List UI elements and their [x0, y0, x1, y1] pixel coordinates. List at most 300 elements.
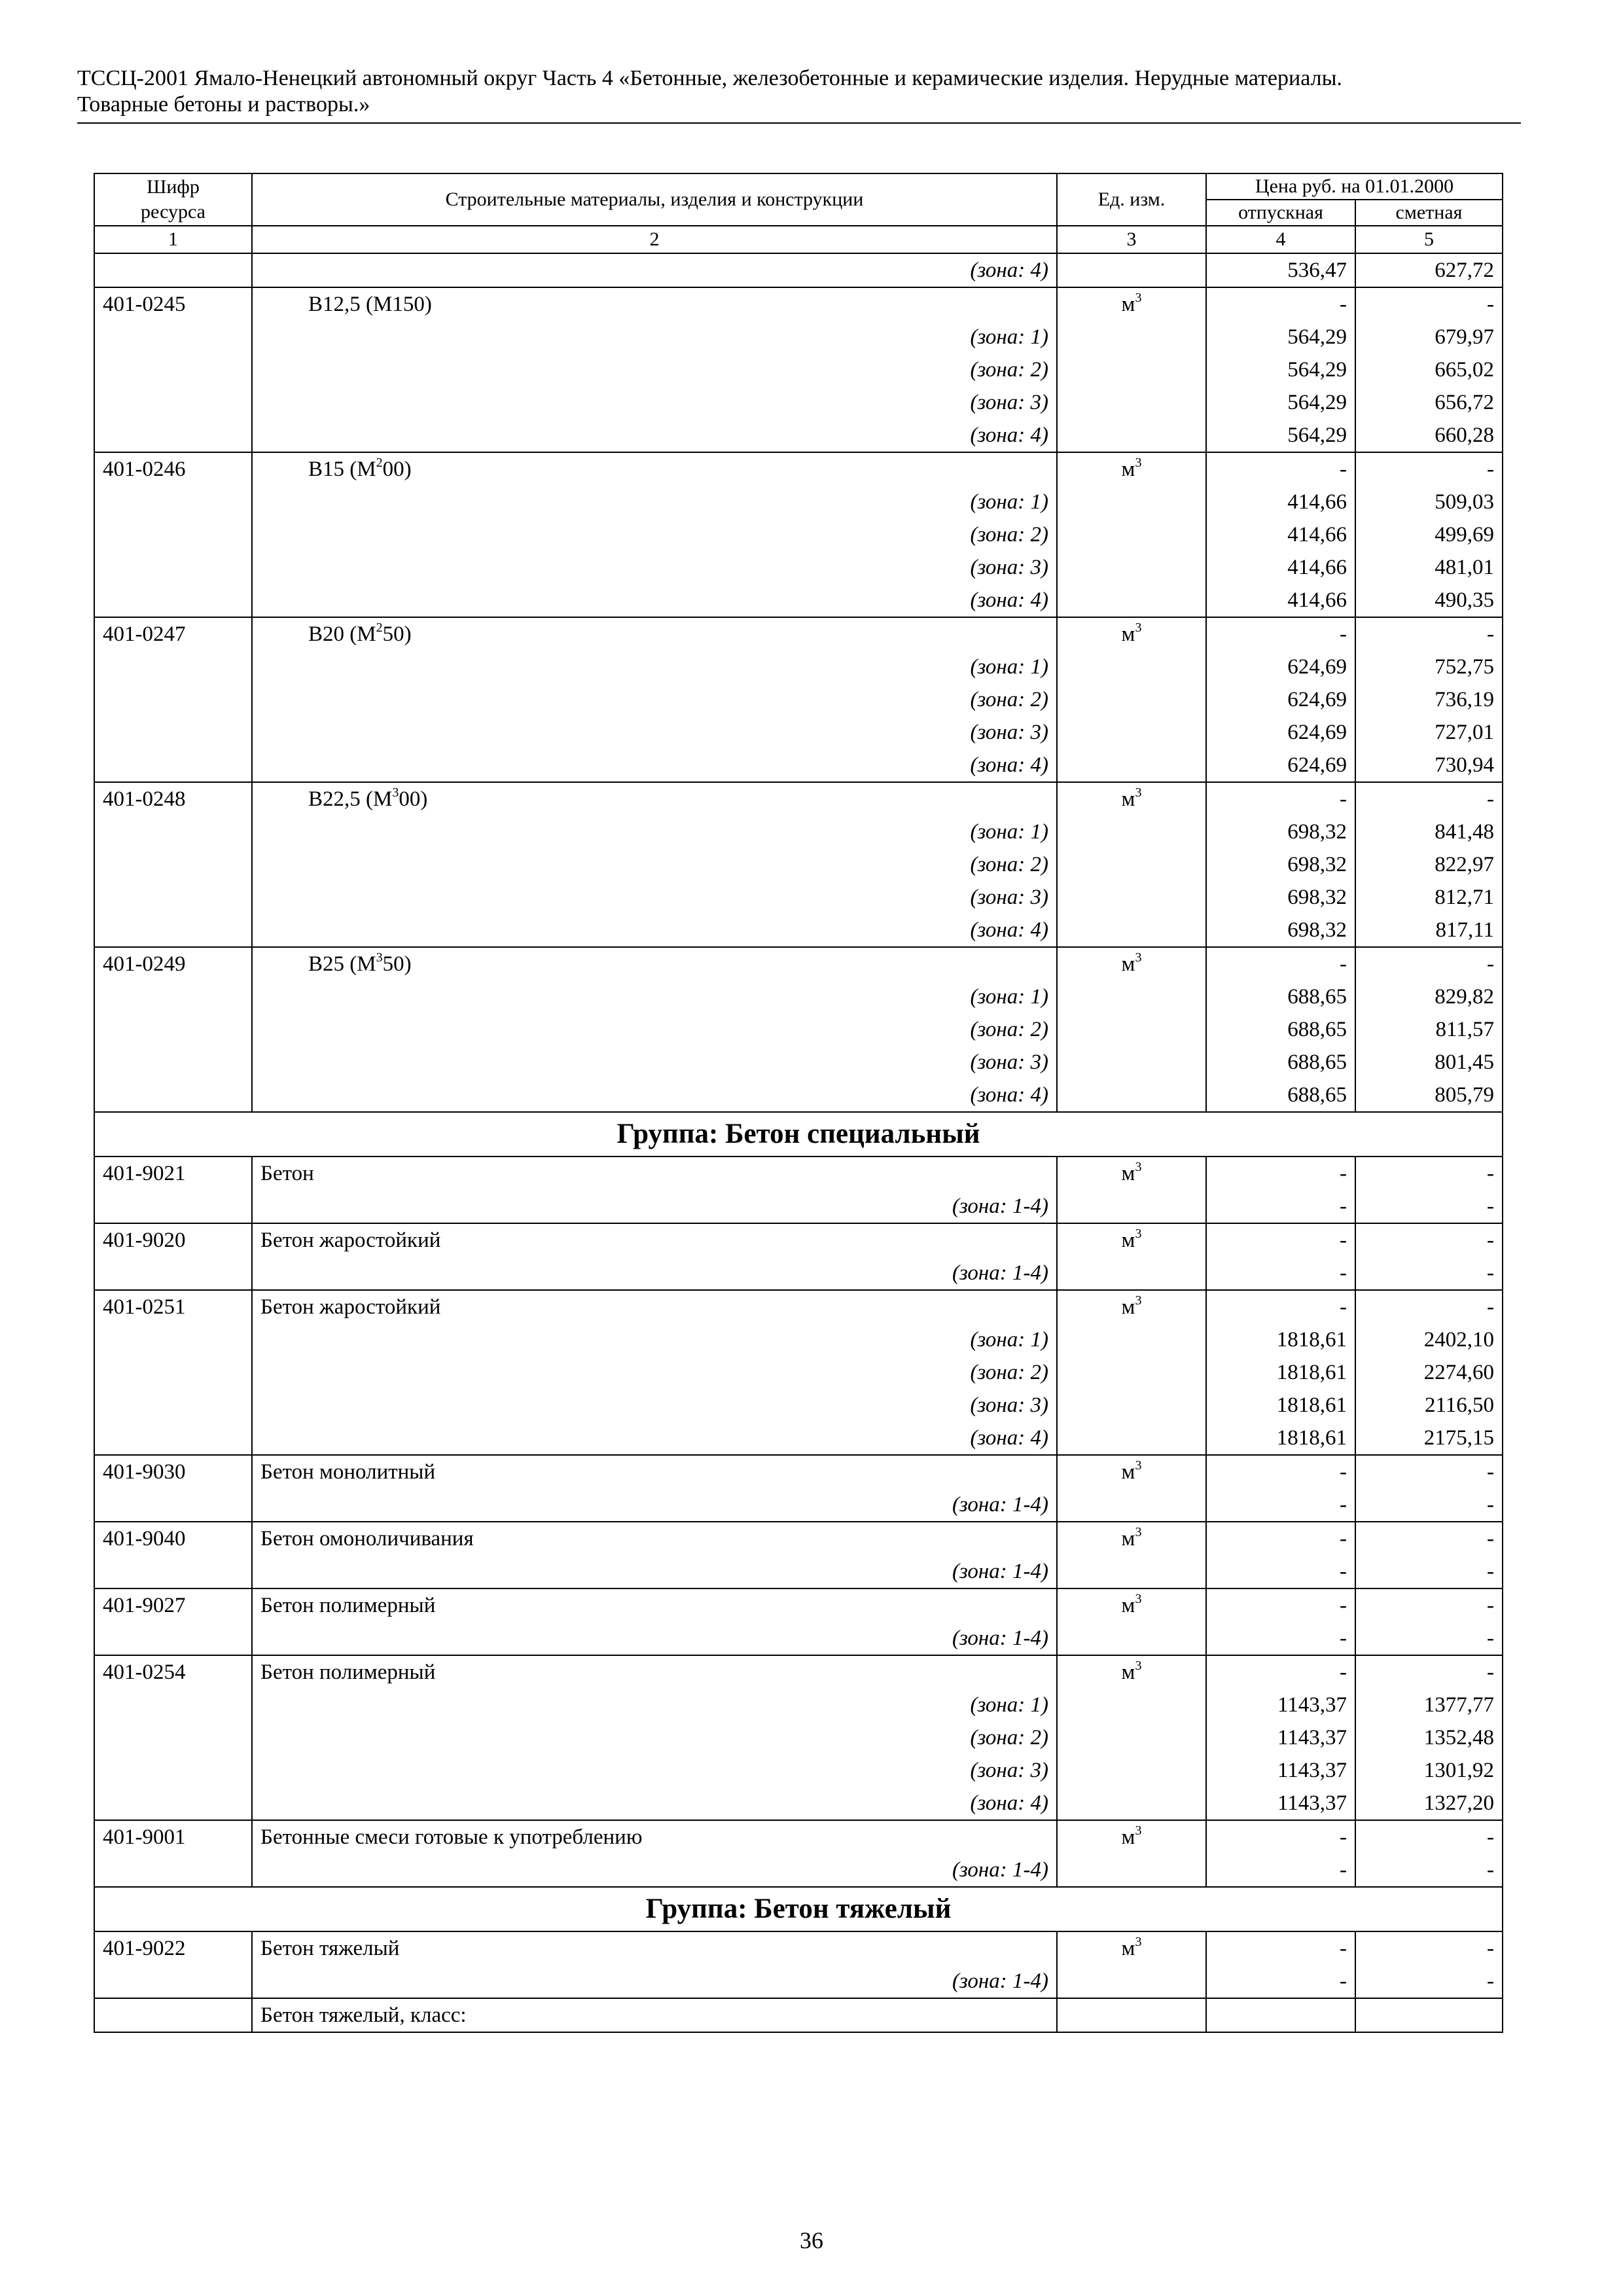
- release-price: 1143,37: [1206, 1721, 1355, 1754]
- resource-code: [94, 486, 252, 518]
- resource-code: [94, 1013, 252, 1046]
- material-name-text: B20 (M: [308, 622, 376, 646]
- zone-row: [94, 1689, 1503, 1721]
- release-price: -: [1206, 1223, 1355, 1257]
- zone-label: (зона: 1-4): [252, 1257, 1057, 1290]
- release-price: -: [1206, 1854, 1355, 1887]
- col-number-3: 3: [1057, 226, 1206, 253]
- release-price: 698,32: [1206, 881, 1355, 914]
- release-price: -: [1206, 1931, 1355, 1965]
- col-number-1: 1: [94, 226, 252, 253]
- release-price: -: [1206, 1190, 1355, 1223]
- resource-code: [94, 518, 252, 551]
- zone-label: (зона: 2): [252, 1356, 1057, 1389]
- estimate-price: 1301,92: [1355, 1754, 1503, 1787]
- item-row: [94, 947, 1503, 980]
- resource-code: 401-9001: [94, 1820, 252, 1854]
- estimate-price: -: [1355, 947, 1503, 980]
- unit-text: м: [1121, 1937, 1135, 1960]
- unit-text: м: [1121, 293, 1135, 316]
- release-price: 624,69: [1206, 749, 1355, 782]
- resource-code: [94, 1965, 252, 1998]
- release-price: 624,69: [1206, 651, 1355, 683]
- zone-row: [94, 1422, 1503, 1455]
- zone-row: [94, 1754, 1503, 1787]
- resource-code: [94, 1854, 252, 1887]
- zone-row: [94, 253, 1503, 287]
- header-estimate: сметная: [1355, 200, 1503, 226]
- zone-row: [94, 1079, 1503, 1112]
- release-price: -: [1206, 1257, 1355, 1290]
- release-price: -: [1206, 1290, 1355, 1323]
- release-price: 698,32: [1206, 816, 1355, 848]
- estimate-price: -: [1355, 1223, 1503, 1257]
- unit: [1057, 716, 1206, 749]
- unit-superscript: 3: [1135, 1227, 1142, 1241]
- release-price: -: [1206, 1655, 1355, 1689]
- zone-row: [94, 551, 1503, 584]
- unit-superscript: 3: [1135, 1592, 1142, 1606]
- zone-label: (зона: 2): [252, 353, 1057, 386]
- resource-code: [94, 1079, 252, 1112]
- release-price: -: [1206, 1157, 1355, 1190]
- material-name: [252, 617, 1057, 651]
- resource-code: [94, 584, 252, 617]
- zone-label: (зона: 2): [252, 1721, 1057, 1754]
- zone-row: [94, 353, 1503, 386]
- release-price: 1143,37: [1206, 1754, 1355, 1787]
- estimate-price: 2116,50: [1355, 1389, 1503, 1422]
- release-price: -: [1206, 1455, 1355, 1488]
- estimate-price: 490,35: [1355, 584, 1503, 617]
- unit-text: м: [1121, 622, 1135, 646]
- unit-text: м: [1121, 952, 1135, 976]
- release-price: -: [1206, 617, 1355, 651]
- zone-label: (зона: 1-4): [252, 1555, 1057, 1588]
- unit: [1057, 1754, 1206, 1787]
- material-name-text: Бетон: [260, 1162, 314, 1185]
- estimate-price: -: [1355, 617, 1503, 651]
- col-number-4: 4: [1206, 226, 1355, 253]
- unit: [1057, 1356, 1206, 1389]
- release-price: 1818,61: [1206, 1356, 1355, 1389]
- estimate-price: 841,48: [1355, 816, 1503, 848]
- zone-label: (зона: 1): [252, 1689, 1057, 1721]
- resource-code: 401-9030: [94, 1455, 252, 1488]
- group-title: Группа: Бетон специальный: [94, 1112, 1503, 1157]
- unit: [1057, 1721, 1206, 1754]
- resource-code: 401-0245: [94, 287, 252, 321]
- estimate-price: 679,97: [1355, 321, 1503, 353]
- resource-code: [94, 716, 252, 749]
- unit-text: м: [1121, 1229, 1135, 1252]
- material-name-text: Бетон монолитный: [260, 1460, 436, 1484]
- unit-superscript: 3: [1135, 1659, 1142, 1673]
- header-price-title: Цена руб. на 01.01.2000: [1206, 173, 1503, 200]
- release-price: 1143,37: [1206, 1689, 1355, 1721]
- unit: [1057, 816, 1206, 848]
- release-price: 688,65: [1206, 1079, 1355, 1112]
- material-name-superscript: 2: [376, 456, 383, 470]
- release-price: -: [1206, 1588, 1355, 1622]
- zone-label: (зона: 4): [252, 419, 1057, 452]
- group-title: Группа: Бетон тяжелый: [94, 1887, 1503, 1931]
- zone-label: (зона: 1-4): [252, 1965, 1057, 1998]
- estimate-price: 817,11: [1355, 914, 1503, 947]
- release-price: 564,29: [1206, 386, 1355, 419]
- unit: [1057, 551, 1206, 584]
- estimate-price: 822,97: [1355, 848, 1503, 881]
- estimate-price: -: [1355, 1820, 1503, 1854]
- resource-code: [94, 353, 252, 386]
- unit: [1057, 518, 1206, 551]
- material-name: [252, 1931, 1057, 1965]
- release-price: -: [1206, 1820, 1355, 1854]
- estimate-price: 727,01: [1355, 716, 1503, 749]
- zone-label: (зона: 3): [252, 1389, 1057, 1422]
- resource-code: [94, 1356, 252, 1389]
- estimate-price: 1327,20: [1355, 1787, 1503, 1820]
- unit-superscript: 3: [1135, 1160, 1142, 1174]
- material-name-text: Бетон омоноличивания: [260, 1527, 474, 1551]
- zone-row: [94, 1721, 1503, 1754]
- material-name-text: B15 (M: [308, 457, 376, 481]
- material-name-text: Бетон полимерный: [260, 1660, 436, 1684]
- release-price: -: [1206, 782, 1355, 816]
- resource-code: [94, 1787, 252, 1820]
- resource-code: [94, 1555, 252, 1588]
- table-body: [94, 253, 1503, 2032]
- estimate-price: 509,03: [1355, 486, 1503, 518]
- zone-label: (зона: 2): [252, 683, 1057, 716]
- material-name: [252, 1998, 1057, 2032]
- item-row: [94, 1655, 1503, 1689]
- resource-code: [94, 321, 252, 353]
- unit: [1057, 1854, 1206, 1887]
- resource-code: [94, 551, 252, 584]
- unit: [1057, 1013, 1206, 1046]
- resource-code: 401-9022: [94, 1931, 252, 1965]
- unit: [1057, 848, 1206, 881]
- unit-superscript: 3: [1135, 1525, 1142, 1539]
- material-name-text: B25 (M: [308, 952, 376, 976]
- zone-row: [94, 1356, 1503, 1389]
- zone-label: (зона: 1-4): [252, 1622, 1057, 1655]
- estimate-price: 736,19: [1355, 683, 1503, 716]
- unit: [1057, 1257, 1206, 1290]
- resource-code: [94, 914, 252, 947]
- estimate-price: -: [1355, 1522, 1503, 1555]
- material-name-tail: 50): [382, 622, 412, 646]
- zone-row: [94, 1323, 1503, 1356]
- material-name-tail: 00): [399, 787, 428, 811]
- resource-code: [94, 1622, 252, 1655]
- resource-code: 401-9040: [94, 1522, 252, 1555]
- resource-code: 401-0254: [94, 1655, 252, 1689]
- zone-label: (зона: 1): [252, 321, 1057, 353]
- unit: [1057, 782, 1206, 816]
- unit: [1057, 1079, 1206, 1112]
- col-number-2: 2: [252, 226, 1057, 253]
- unit: [1057, 1157, 1206, 1190]
- zone-row: [94, 419, 1503, 452]
- unit: [1057, 1787, 1206, 1820]
- resource-code: [94, 651, 252, 683]
- estimate-price: 627,72: [1355, 253, 1503, 287]
- estimate-price: -: [1355, 1257, 1503, 1290]
- estimate-price: 1377,77: [1355, 1689, 1503, 1721]
- header-name: Строительные материалы, изделия и конструкции: [252, 173, 1057, 226]
- zone-label: (зона: 2): [252, 848, 1057, 881]
- material-name-text: B22,5 (M: [308, 787, 393, 811]
- release-price: 698,32: [1206, 914, 1355, 947]
- unit: [1057, 1223, 1206, 1257]
- material-name: [252, 1290, 1057, 1323]
- unit-superscript: 3: [1135, 456, 1142, 470]
- estimate-price: 656,72: [1355, 386, 1503, 419]
- unit: [1057, 584, 1206, 617]
- estimate-price: -: [1355, 287, 1503, 321]
- resource-code: [94, 1422, 252, 1455]
- resource-code: [94, 1689, 252, 1721]
- group-row: [94, 1112, 1503, 1157]
- release-price: 536,47: [1206, 253, 1355, 287]
- estimate-price: 665,02: [1355, 353, 1503, 386]
- zone-row: [94, 1854, 1503, 1887]
- zone-row: [94, 1389, 1503, 1422]
- header-line-2: Товарные бетоны и растворы.»: [77, 92, 370, 117]
- zone-row: [94, 848, 1503, 881]
- unit: [1057, 1689, 1206, 1721]
- release-price: -: [1206, 1555, 1355, 1588]
- zone-row: [94, 1013, 1503, 1046]
- unit-text: м: [1121, 787, 1135, 811]
- estimate-price: -: [1355, 1622, 1503, 1655]
- group-row: [94, 1887, 1503, 1931]
- header-release: отпускная: [1206, 200, 1355, 226]
- material-name-text: Бетон жаростойкий: [260, 1295, 441, 1319]
- unit: [1057, 1488, 1206, 1522]
- release-price: -: [1206, 1965, 1355, 1998]
- material-name: [252, 1455, 1057, 1488]
- estimate-price: 660,28: [1355, 419, 1503, 452]
- material-name-text: Бетон полимерный: [260, 1594, 436, 1617]
- zone-label: (зона: 2): [252, 1013, 1057, 1046]
- release-price: 414,66: [1206, 486, 1355, 518]
- material-name: [252, 287, 1057, 321]
- release-price: 1818,61: [1206, 1389, 1355, 1422]
- zone-row: [94, 881, 1503, 914]
- release-price: -: [1206, 1522, 1355, 1555]
- unit: [1057, 253, 1206, 287]
- unit: [1057, 1422, 1206, 1455]
- item-row: [94, 617, 1503, 651]
- unit: [1057, 353, 1206, 386]
- resource-code: [94, 881, 252, 914]
- unit: [1057, 486, 1206, 518]
- release-price: 414,66: [1206, 518, 1355, 551]
- zone-row: [94, 914, 1503, 947]
- item-row: [94, 452, 1503, 486]
- unit: [1057, 1820, 1206, 1854]
- estimate-price: -: [1355, 452, 1503, 486]
- material-name-superscript: 3: [376, 950, 383, 965]
- unit-text: м: [1121, 1460, 1135, 1484]
- resource-code: [94, 253, 252, 287]
- estimate-price: 481,01: [1355, 551, 1503, 584]
- material-name-tail: 50): [382, 952, 412, 976]
- resource-code: [94, 816, 252, 848]
- header-rule: [77, 122, 1521, 124]
- unit-text: м: [1121, 1594, 1135, 1617]
- zone-label: (зона: 4): [252, 914, 1057, 947]
- zone-label: (зона: 4): [252, 584, 1057, 617]
- resource-code: [94, 1488, 252, 1522]
- release-price: 564,29: [1206, 353, 1355, 386]
- material-name-superscript: 3: [392, 785, 399, 800]
- resource-code: 401-0247: [94, 617, 252, 651]
- resource-code: [94, 1998, 252, 2032]
- zone-label: (зона: 4): [252, 253, 1057, 287]
- item-row: [94, 1157, 1503, 1190]
- zone-label: (зона: 4): [252, 1787, 1057, 1820]
- unit-superscript: 3: [1135, 1458, 1142, 1473]
- estimate-price: 752,75: [1355, 651, 1503, 683]
- estimate-price: -: [1355, 782, 1503, 816]
- release-price: -: [1206, 1488, 1355, 1522]
- release-price: 624,69: [1206, 716, 1355, 749]
- release-price: -: [1206, 947, 1355, 980]
- material-name-tail: 00): [382, 457, 412, 481]
- zone-row: [94, 1965, 1503, 1998]
- estimate-price: [1355, 1998, 1503, 2032]
- item-row: [94, 1931, 1503, 1965]
- unit: [1057, 1655, 1206, 1689]
- unit: [1057, 1290, 1206, 1323]
- zone-label: (зона: 1): [252, 816, 1057, 848]
- unit-superscript: 3: [1135, 1293, 1142, 1308]
- resource-code: [94, 848, 252, 881]
- resource-code: 401-9021: [94, 1157, 252, 1190]
- material-name-text: Бетон жаростойкий: [260, 1229, 441, 1252]
- material-name: [252, 1655, 1057, 1689]
- unit: [1057, 321, 1206, 353]
- text-row: [94, 1998, 1503, 2032]
- estimate-price: 812,71: [1355, 881, 1503, 914]
- unit: [1057, 980, 1206, 1013]
- resource-code: [94, 1190, 252, 1223]
- resource-code: [94, 1389, 252, 1422]
- resource-code: [94, 683, 252, 716]
- material-name: [252, 1522, 1057, 1555]
- zone-label: (зона: 3): [252, 551, 1057, 584]
- material-name: [252, 1588, 1057, 1622]
- zone-row: [94, 1046, 1503, 1079]
- unit: [1057, 386, 1206, 419]
- unit: [1057, 1588, 1206, 1622]
- unit: [1057, 1555, 1206, 1588]
- unit: [1057, 1323, 1206, 1356]
- unit: [1057, 1931, 1206, 1965]
- release-price: 1818,61: [1206, 1323, 1355, 1356]
- material-name: [252, 1820, 1057, 1854]
- estimate-price: 499,69: [1355, 518, 1503, 551]
- estimate-price: 2175,15: [1355, 1422, 1503, 1455]
- release-price: [1206, 1998, 1355, 2032]
- unit: [1057, 1522, 1206, 1555]
- item-row: [94, 1588, 1503, 1622]
- resource-code: 401-9027: [94, 1588, 252, 1622]
- release-price: 414,66: [1206, 584, 1355, 617]
- resource-code: 401-9020: [94, 1223, 252, 1257]
- unit-superscript: 3: [1135, 291, 1142, 305]
- unit: [1057, 683, 1206, 716]
- estimate-price: 2274,60: [1355, 1356, 1503, 1389]
- estimate-price: 805,79: [1355, 1079, 1503, 1112]
- zone-label: (зона: 3): [252, 1754, 1057, 1787]
- zone-label: (зона: 1-4): [252, 1488, 1057, 1522]
- unit: [1057, 947, 1206, 980]
- unit-superscript: 3: [1135, 1823, 1142, 1838]
- price-table: [94, 173, 1503, 2033]
- zone-label: (зона: 4): [252, 1079, 1057, 1112]
- estimate-price: -: [1355, 1931, 1503, 1965]
- estimate-price: 730,94: [1355, 749, 1503, 782]
- zone-row: [94, 651, 1503, 683]
- unit-superscript: 3: [1135, 620, 1142, 635]
- zone-row: [94, 749, 1503, 782]
- unit: [1057, 452, 1206, 486]
- zone-label: (зона: 1-4): [252, 1854, 1057, 1887]
- zone-row: [94, 1257, 1503, 1290]
- zone-row: [94, 716, 1503, 749]
- zone-row: [94, 1787, 1503, 1820]
- zone-label: (зона: 3): [252, 1046, 1057, 1079]
- estimate-price: 829,82: [1355, 980, 1503, 1013]
- zone-row: [94, 1190, 1503, 1223]
- unit-text: м: [1121, 1162, 1135, 1185]
- unit-text: м: [1121, 1825, 1135, 1849]
- unit-superscript: 3: [1135, 950, 1142, 965]
- material-name-superscript: 2: [376, 620, 383, 635]
- estimate-price: -: [1355, 1290, 1503, 1323]
- header-code: Шифр ресурса: [94, 173, 252, 226]
- zone-row: [94, 386, 1503, 419]
- zone-row: [94, 584, 1503, 617]
- resource-code: [94, 1257, 252, 1290]
- zone-row: [94, 816, 1503, 848]
- estimate-price: -: [1355, 1455, 1503, 1488]
- unit: [1057, 1389, 1206, 1422]
- document-header: [77, 65, 1517, 118]
- material-name-text: Бетон тяжелый: [260, 1937, 400, 1960]
- zone-label: (зона: 1): [252, 980, 1057, 1013]
- unit: [1057, 1965, 1206, 1998]
- unit: [1057, 651, 1206, 683]
- estimate-price: 2402,10: [1355, 1323, 1503, 1356]
- unit: [1057, 1046, 1206, 1079]
- resource-code: 401-0251: [94, 1290, 252, 1323]
- release-price: 1143,37: [1206, 1787, 1355, 1820]
- estimate-price: 801,45: [1355, 1046, 1503, 1079]
- unit-text: м: [1121, 457, 1135, 481]
- header-line-1: ТССЦ-2001 Ямало-Ненецкий автономный округ Часть 4 «Бетонные, железобетонные и керамические изделия. Нерудные материалы.: [77, 66, 1342, 90]
- estimate-price: -: [1355, 1965, 1503, 1998]
- unit-superscript: 3: [1135, 1935, 1142, 1949]
- material-name: [252, 452, 1057, 486]
- zone-label: (зона: 1): [252, 1323, 1057, 1356]
- resource-code: [94, 749, 252, 782]
